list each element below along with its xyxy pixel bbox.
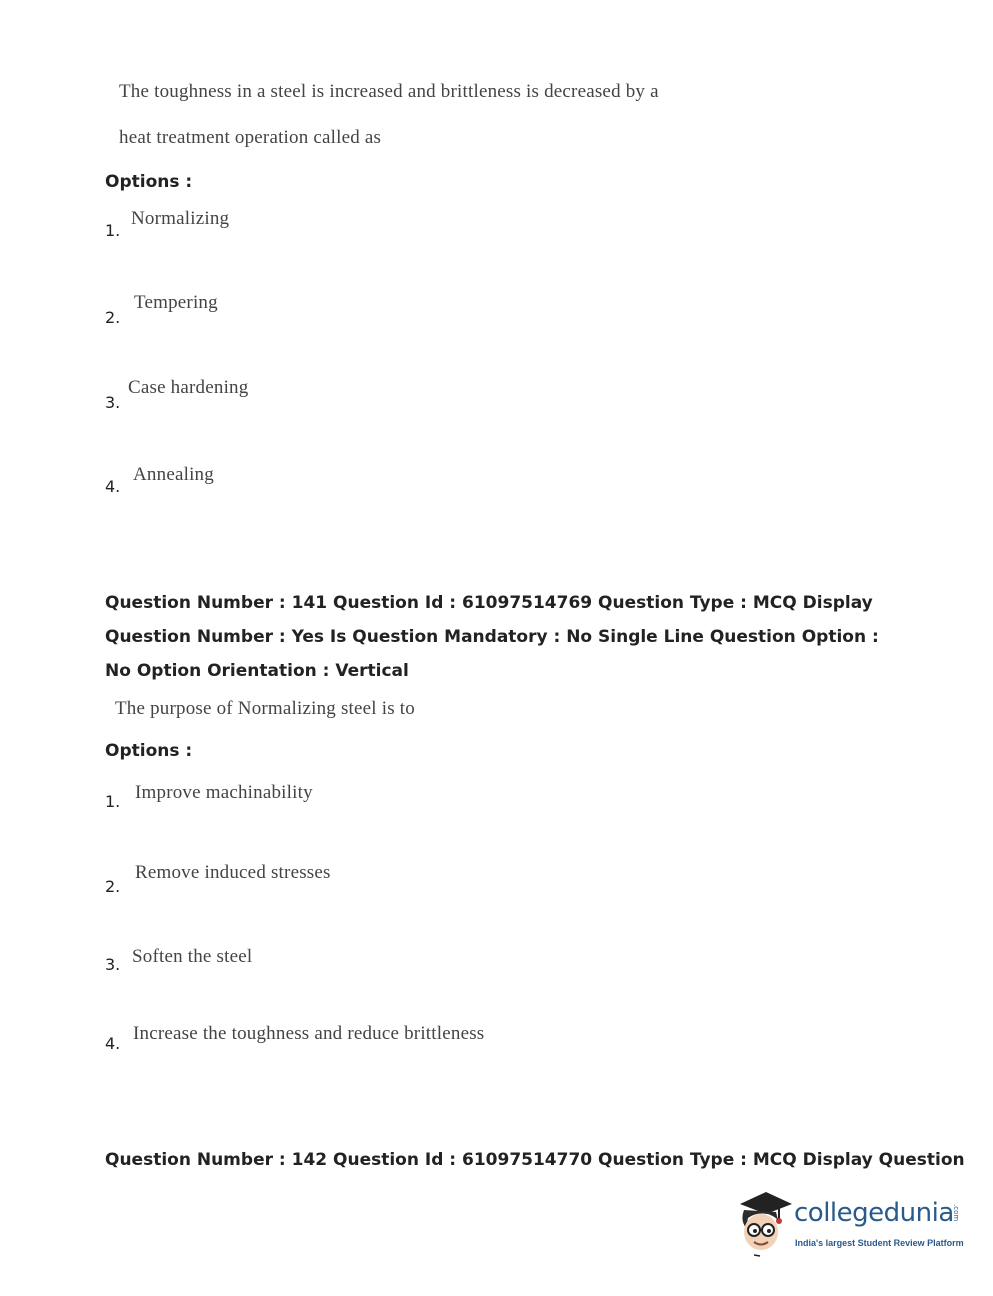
option-number: 2. [105, 877, 121, 896]
question-text: The purpose of Normalizing steel is to [115, 698, 415, 719]
option-text: Normalizing [131, 208, 230, 229]
option-text: Annealing [133, 464, 214, 485]
option-number: 1. [105, 792, 121, 811]
question-meta: Question Number : 141 Question Id : 61097514769 Question Type : MCQ Display Question Number : Yes Is Question Mandatory : No Single Line Question Option : No Option Orientation : Vertical [105, 593, 879, 681]
brand-tagline: India's largest Student Review Platform [795, 1238, 964, 1248]
brand-domain: .com [952, 1204, 960, 1222]
options-label: Options : [105, 172, 193, 192]
option-text: Case hardening [128, 377, 249, 398]
option-number: 1. [105, 221, 121, 240]
option-number: 4. [105, 477, 121, 496]
question-text-line2: heat treatment operation called as [119, 127, 382, 148]
option-number: 3. [105, 955, 121, 974]
brand-name: collegedunia [794, 1198, 954, 1228]
options-label: Options : [105, 741, 193, 761]
option-number: 3. [105, 393, 121, 412]
option-text: Increase the toughness and reduce brittleness [133, 1023, 485, 1044]
question-text-line1: The toughness in a steel is increased and brittleness is decreased by a [119, 81, 659, 102]
option-number: 4. [105, 1034, 121, 1053]
option-text: Soften the steel [132, 946, 253, 967]
mascot-icon [734, 1190, 794, 1260]
option-number: 2. [105, 308, 121, 327]
option-text: Remove induced stresses [135, 862, 331, 883]
option-text: Tempering [134, 292, 218, 313]
question-meta: Question Number : 142 Question Id : 61097514770 Question Type : MCQ Display Question [105, 1150, 965, 1170]
option-text: Improve machinability [135, 782, 313, 803]
collegedunia-logo [734, 1190, 964, 1260]
